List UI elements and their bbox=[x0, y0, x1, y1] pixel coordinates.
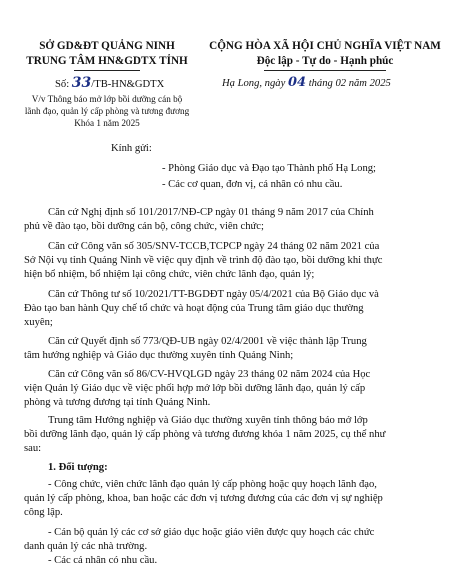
paragraph-line: Căn cứ Nghị định số 101/2017/NĐ-CP ngày 01 tháng 9 năm 2017 của Chính bbox=[48, 207, 374, 218]
subject-line-1: V/v Thông báo mở lớp bồi dưỡng cán bộ bbox=[31, 94, 183, 104]
doc-number-handwritten: 33 bbox=[71, 75, 92, 91]
section-1-heading: 1. Đối tượng: bbox=[48, 462, 108, 473]
recipient-2: - Các cơ quan, đơn vị, cá nhân có nhu cầu. bbox=[162, 179, 343, 190]
paragraph-line: bồi dưỡng lãnh đạo, quản lý cấp phòng và tương đương khóa 1 năm 2025, cụ thể như bbox=[24, 429, 386, 441]
paragraph-line: sau: bbox=[24, 443, 42, 455]
recipient-1: - Phòng Giáo dục và Đạo tạo Thành phố Hạ Long; bbox=[162, 163, 376, 174]
paragraph-line: - Công chức, viên chức lãnh đạo quản lý cấp phòng hoặc quy hoạch lãnh đạo, bbox=[48, 479, 377, 490]
motto-underline bbox=[264, 70, 386, 71]
subject-line-2: lãnh đạo, quản lý cấp phòng và tương đương bbox=[24, 106, 190, 116]
paragraph-line: Căn cứ Quyết định số 773/QĐ-UB ngày 02/4/2001 về việc thành lập Trung bbox=[48, 336, 367, 347]
paragraph-line: tâm hướng nghiệp và Giáo dục thường xuyên tỉnh Quảng Ninh; bbox=[24, 350, 294, 362]
unit-name: TRUNG TÂM HN&GDTX TỈNH bbox=[26, 55, 188, 67]
paragraph-line: Căn cứ Công văn số 86/CV-HVQLGD ngày 23 tháng 02 năm 2024 của Học bbox=[48, 369, 371, 380]
national-motto: Độc lập - Tự do - Hạnh phúc bbox=[256, 55, 394, 67]
section-1-item-3 bbox=[24, 554, 436, 568]
nation-title: CỘNG HÒA XÃ HỘI CHỦ NGHĨA VIỆT NAM bbox=[209, 40, 441, 52]
paragraph-line: hiện bổ nhiệm, bổ nhiệm lại công chức, viên chức lãnh đạo, quản lý; bbox=[24, 269, 315, 281]
paragraph-4 bbox=[24, 335, 436, 363]
paragraph-line: Đào tạo ban hành Quy chế tổ chức và hoạt động của Trung tâm giáo dục thường bbox=[24, 303, 364, 315]
greeting-label: Kính gửi: bbox=[111, 143, 152, 154]
doc-number-prefix: Số: bbox=[55, 79, 70, 90]
paragraph-line: xuyên; bbox=[24, 317, 53, 329]
paragraph-5 bbox=[24, 368, 436, 411]
paragraph-line: Trung tâm Hướng nghiệp và Giáo dục thường xuyên tỉnh thông báo mở lớp bbox=[48, 415, 368, 426]
paragraph-line: công lập. bbox=[24, 507, 63, 519]
paragraph-6 bbox=[24, 414, 436, 457]
date-prefix: Hạ Long, ngày bbox=[222, 78, 286, 89]
paragraph-line: danh quản lý các nhà trường. bbox=[24, 541, 148, 553]
paragraph-1 bbox=[24, 206, 436, 234]
date-day-handwritten: 04 bbox=[287, 75, 307, 90]
paragraph-2 bbox=[24, 240, 436, 283]
paragraph-line: - Các cá nhân có nhu cầu. bbox=[48, 555, 158, 566]
paragraph-line: viện Quản lý Giáo dục về việc phối hợp mở lớp bồi dưỡng lãnh đạo, quản lý cấp bbox=[24, 383, 366, 395]
paragraph-line: Sở Nội vụ tỉnh Quảng Ninh về việc quy định về trình độ đào tạo, bồi dưỡng khi thực bbox=[24, 255, 383, 267]
paragraph-line: phủ về đào tạo, bồi dưỡng cán bộ, công chức, viên chức; bbox=[24, 221, 264, 233]
paragraph-line: Căn cứ Công văn số 305/SNV-TCCB,TCPCP ngày 24 tháng 02 năm 2021 của bbox=[48, 241, 380, 252]
date-suffix: tháng 02 năm 2025 bbox=[308, 78, 391, 89]
doc-number-suffix: /TB-HN&GDTX bbox=[91, 79, 165, 90]
subject-line-3: Khóa 1 năm 2025 bbox=[74, 118, 140, 128]
agency-name: SỞ GD&ĐT QUẢNG NINH bbox=[39, 40, 175, 52]
issue-date bbox=[222, 75, 391, 90]
paragraph-line: phòng và tương đương tại tỉnh Quảng Ninh. bbox=[24, 397, 211, 409]
section-1-item-2 bbox=[24, 526, 436, 554]
section-1-item-1 bbox=[24, 478, 436, 521]
unit-underline bbox=[74, 70, 140, 71]
paragraph-3 bbox=[24, 288, 436, 331]
paragraph-line: - Cán bộ quản lý các cơ sở giáo dục hoặc giáo viên được quy hoạch các chức bbox=[48, 527, 375, 538]
document-number bbox=[55, 75, 164, 91]
paragraph-line: Căn cứ Thông tư số 10/2021/TT-BGDĐT ngày 05/4/2021 của Bộ Giáo dục và bbox=[48, 289, 379, 300]
paragraph-line: quản lý cấp phòng, khoa, ban hoặc các đơn vị tương đương của các đơn vị sự nghiệp bbox=[24, 493, 383, 505]
